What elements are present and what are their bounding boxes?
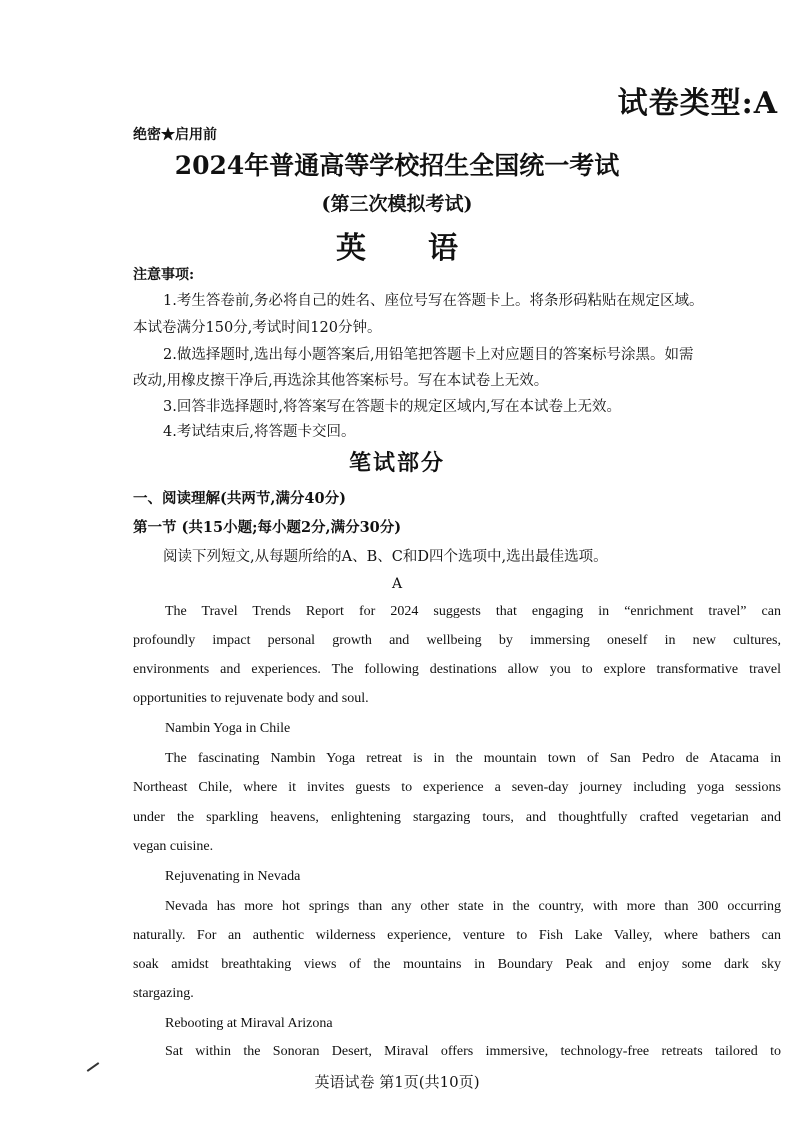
notes-line: 改动,用橡皮擦干净后,再选涂其他答案标号。写在本试卷上无效。 [133,373,549,389]
passage-section-heading: Rejuvenating in Nevada [165,869,301,884]
passage-line: profoundly impact personal growth and wellbeing by immersing oneself in new cultures, [133,633,781,648]
part-one-heading: 一、阅读理解(共两节,满分40分) [133,490,346,507]
passage-line: soak amidst breathtaking views of the mountains in Boundary Peak and enjoy some dark sky [133,957,781,972]
notes-line: 本试卷满分150分,考试时间120分钟。 [133,320,382,336]
notes-line: 3.回答非选择题时,将答案写在答题卡的规定区域内,写在本试卷上无效。 [163,399,622,415]
instruction-text: 阅读下列短文,从每题所给的A、B、C和D四个选项中,选出最佳选项。 [163,549,608,565]
notes-line: 2.做选择题时,选出每小题答案后,用铅笔把答题卡上对应题目的答案标号涂黑。如需 [163,347,694,363]
exam-subtitle: (第三次模拟考试) [321,193,473,215]
section-title: 笔试部分 [348,450,445,476]
sub-section-heading: 第一节 (共15小题;每小题2分,满分30分) [133,519,402,536]
notes-line: 1.考生答卷前,务必将自己的姓名、座位号写在答题卡上。将条形码粘贴在规定区域。 [163,293,704,309]
passage-line: Northeast Chile, where it invites guests to experience a seven-day journey including yoga sessions [133,780,781,795]
passage-section-heading: Nambin Yoga in Chile [165,721,291,736]
passage-line: naturally. For an authentic wilderness experience, venture to Fish Lake Valley, where bathers can [133,928,781,943]
passage-line: Nevada has more hot springs than any other state in the country, with more than 300 occurring [165,899,781,914]
notes-heading: 注意事项: [133,267,195,283]
passage-section-heading: Rebooting at Miraval Arizona [165,1016,333,1031]
passage-line: environments and experiences. The following destinations allow you to explore transformative travel [133,662,781,677]
page-footer: 英语试卷 第1页(共10页) [314,1073,480,1091]
passage-line: opportunities to rejuvenate body and soul. [133,691,369,706]
secret-label: 绝密★启用前 [133,127,217,143]
subject-title: 英语 [336,231,520,266]
passage-line: under the sparkling heavens, enlightening stargazing tours, and thoughtfully crafted vegetarian and [133,810,781,825]
passage-line: Sat within the Sonoran Desert, Miraval offers immersive, technology-free retreats tailored to [165,1044,781,1059]
paper-type-label: 试卷类型:A [617,86,778,121]
passage-line: vegan cuisine. [133,839,214,854]
passage-line: stargazing. [133,986,194,1001]
exam-title: 2024年普通高等学校招生全国统一考试 [174,151,620,180]
notes-line: 4.考试结束后,将答题卡交回。 [163,424,356,440]
passage-label: A [391,576,403,592]
passage-line: The Travel Trends Report for 2024 suggests that engaging in “enrichment travel” can [165,604,781,619]
passage-line: The fascinating Nambin Yoga retreat is in the mountain town of San Pedro de Atacama in [165,751,781,766]
